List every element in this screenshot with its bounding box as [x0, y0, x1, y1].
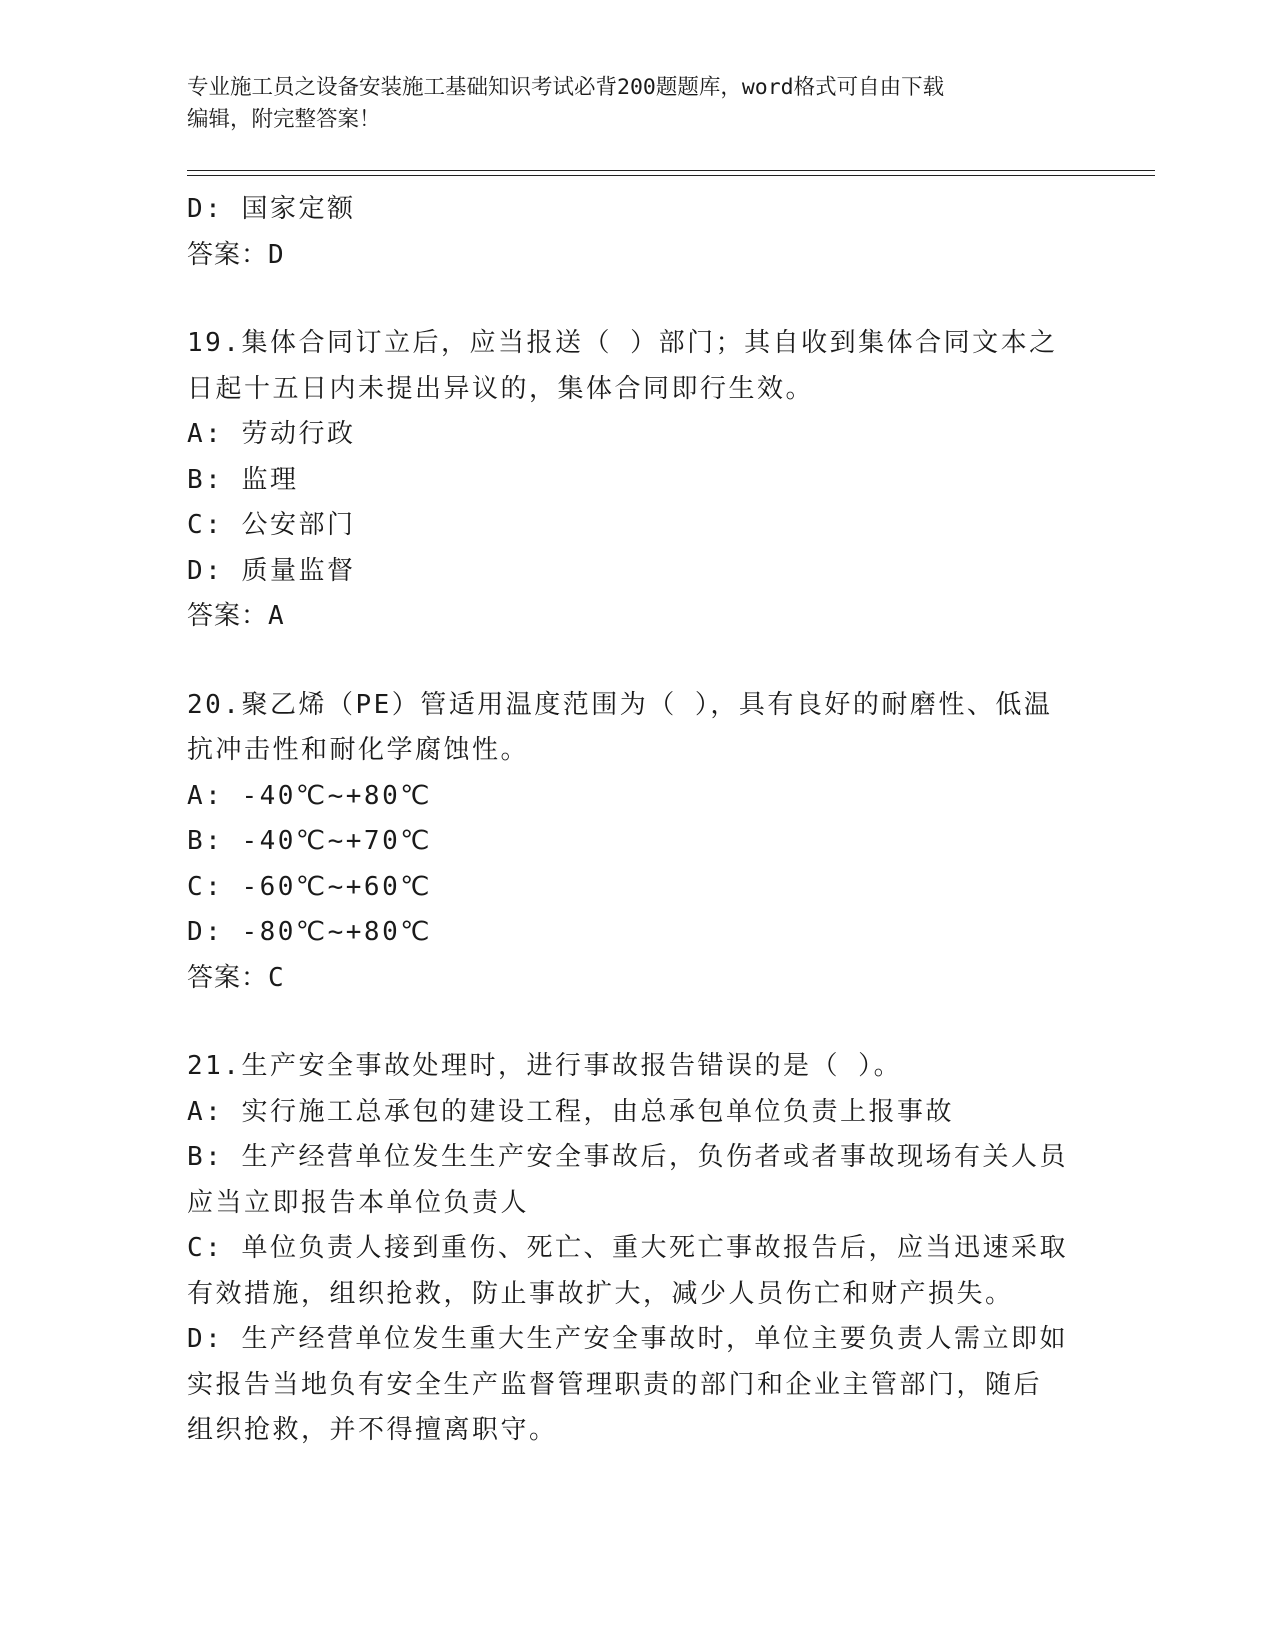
- option-b: B: -40℃~+70℃: [187, 826, 432, 856]
- answer: 答案：D: [187, 239, 285, 270]
- option-d: D: 生产经营单位发生重大生产安全事故时，单位主要负责人需立即如: [187, 1324, 1068, 1354]
- option-d: D: 质量监督: [187, 555, 356, 586]
- option-a: A: 劳动行政: [187, 419, 356, 449]
- header-line-1: 专业施工员之设备安装施工基础知识考试必背200题题库，word格式可自由下载: [187, 75, 945, 100]
- option-d: D: 国家定额: [187, 194, 356, 224]
- question-stem: 19.集体合同订立后，应当报送（ ）部门；其自收到集体合同文本之: [187, 328, 1058, 358]
- answer: 答案：A: [187, 601, 285, 631]
- question-21: [187, 1044, 1087, 1454]
- question-stem-cont: 日起十五日内未提出异议的，集体合同即行生效。: [187, 373, 815, 404]
- option-d-cont-2: 组织抢救，并不得擅离职守。: [187, 1415, 558, 1445]
- option-b: B: 生产经营单位发生生产安全事故后，负伤者或者事故现场有关人员: [187, 1142, 1068, 1172]
- header-line-2: 编辑，附完整答案！: [187, 107, 381, 132]
- option-d: D: -80℃~+80℃: [187, 917, 432, 947]
- question-stem: 21.生产安全事故处理时，进行事故报告错误的是（ ）。: [187, 1051, 903, 1081]
- option-a: A: -40℃~+80℃: [187, 780, 432, 811]
- option-b-cont: 应当立即报告本单位负责人: [187, 1187, 530, 1218]
- option-c: C: 单位负责人接到重伤、死亡、重大死亡事故报告后，应当迅速采取: [187, 1233, 1068, 1263]
- question-18-tail: [187, 187, 1087, 278]
- option-c: C: -60℃~+60℃: [187, 871, 432, 902]
- option-c: C: 公安部门: [187, 510, 356, 540]
- header-rule-top: [187, 170, 1155, 171]
- question-stem: 20.聚乙烯（PE）管适用温度范围为（ ），具有良好的耐磨性、低温: [187, 689, 1053, 720]
- document-header: [187, 72, 1087, 136]
- option-d-cont: 实报告当地负有安全生产监督管理职责的部门和企业主管部门，随后: [187, 1369, 1043, 1400]
- option-a: A: 实行施工总承包的建设工程，由总承包单位负责上报事故: [187, 1096, 954, 1127]
- question-20: [187, 683, 1087, 1002]
- answer: 答案：C: [187, 962, 285, 993]
- question-19: [187, 321, 1087, 640]
- question-stem-cont: 抗冲击性和耐化学腐蚀性。: [187, 735, 530, 765]
- option-b: B: 监理: [187, 464, 299, 495]
- option-c-cont: 有效措施，组织抢救，防止事故扩大，减少人员伤亡和财产损失。: [187, 1278, 1014, 1309]
- question-content: [187, 187, 1087, 1454]
- header-rule-bottom: [187, 175, 1155, 176]
